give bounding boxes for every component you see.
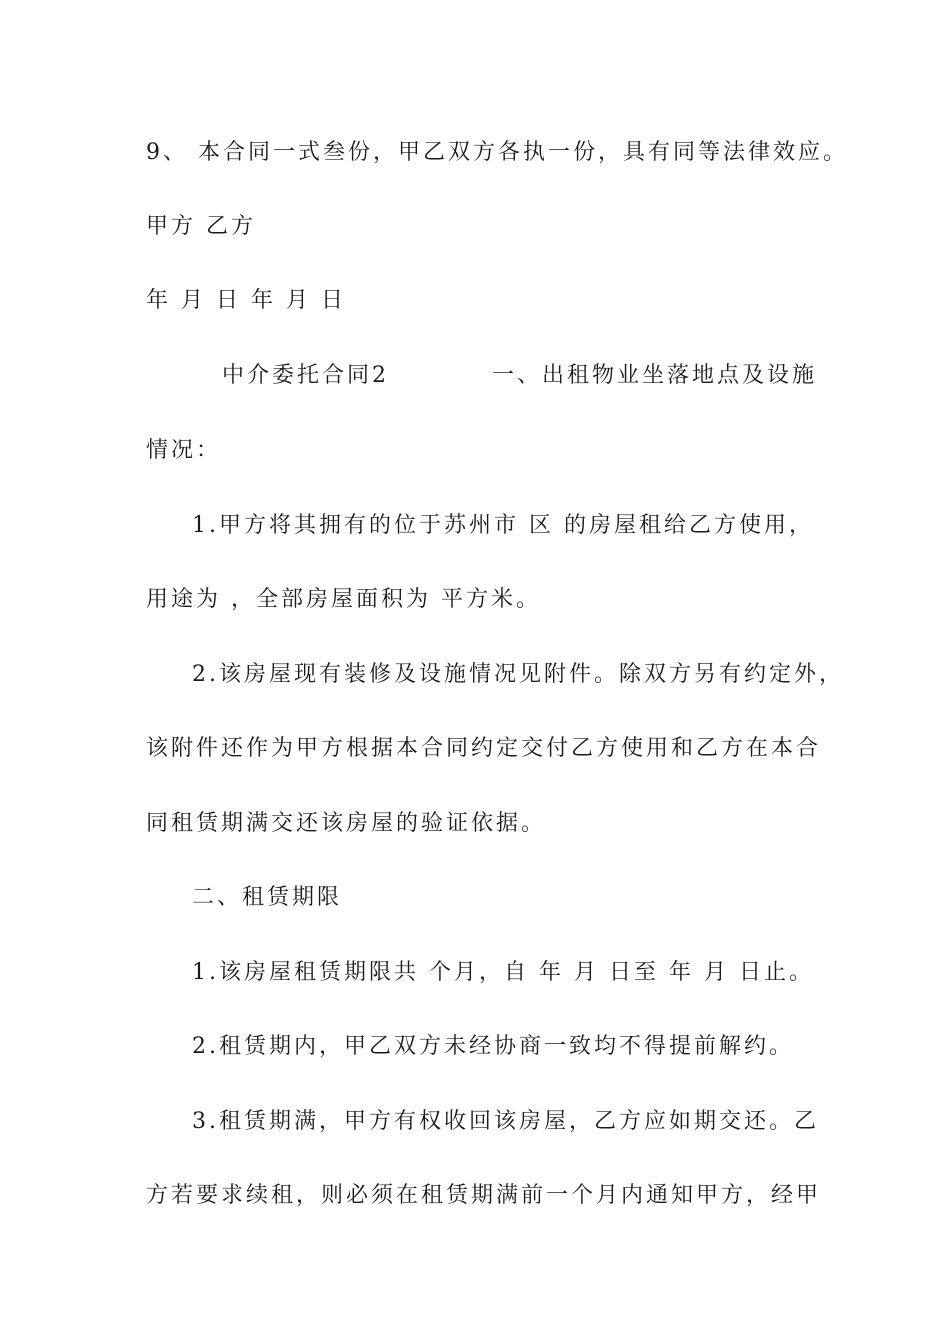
section-1-item-1-cont: 用途为 ，全部房屋面积为 平方米。	[146, 587, 541, 612]
section-2-item-1: 1.该房屋租赁期限共 个月，自 年 月 日至 年 月 日止。	[192, 960, 814, 985]
clause-9-copies: 9、 本合同一式叁份，甲乙双方各执一份，具有同等法律效应。	[146, 140, 848, 165]
section-1-heading: 一、出租物业坐落地点及设施	[492, 363, 818, 388]
section-2-item-3-cont: 方若要求续租，则必须在租赁期满前一个月内通知甲方，经甲	[146, 1183, 822, 1208]
signature-parties: 甲方 乙方	[146, 214, 256, 239]
section-1-item-1: 1.甲方将其拥有的位于苏州市 区 的房屋租给乙方使用，	[192, 513, 814, 538]
section-1-heading-cont: 情况：	[146, 438, 222, 463]
section-1-item-2: 2.该房屋现有装修及设施情况见附件。除双方另有约定外，	[192, 662, 844, 687]
section-2-item-3: 3.租赁期满，甲方有权收回该房屋，乙方应如期交还。乙	[192, 1109, 819, 1134]
contract-title: 中介委托合同2	[222, 363, 389, 388]
section-1-item-2-cont-2: 同租赁期满交还该房屋的验证依据。	[146, 811, 547, 836]
section-2-heading: 二、租赁期限	[192, 885, 343, 910]
section-2-item-2: 2.租赁期内，甲乙双方未经协商一致均不得提前解约。	[192, 1034, 794, 1059]
section-1-item-2-cont: 该附件还作为甲方根据本合同约定交付乙方使用和乙方在本合	[146, 736, 822, 761]
signature-dates: 年 月 日 年 月 日	[146, 288, 346, 313]
